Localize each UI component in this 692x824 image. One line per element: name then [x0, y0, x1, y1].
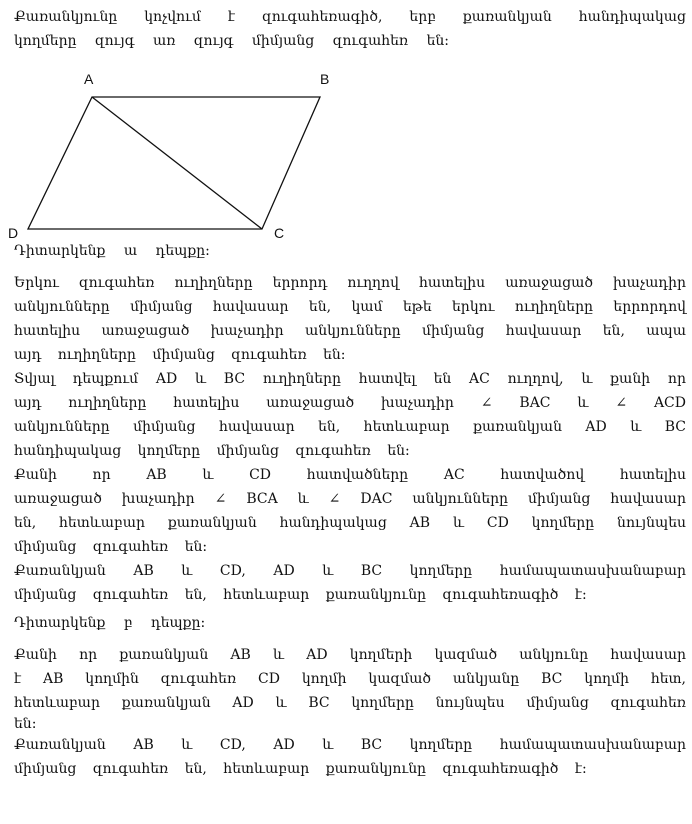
- case-a-p2-line-4: հանդիպակաց կողմերը միմյանց զուգահեռ են:: [14, 443, 410, 459]
- case-b-p1-line-3: հետևաբար քառանկյան AD և BC կողմերը նույնպես միմյանց զուգահեռ: [14, 695, 686, 711]
- case-b-p2-line-2: միմյանց զուգահեռ են, հետևաբար քառանկյունը զուգահեռագիծ է:: [14, 761, 587, 777]
- case-a-p2-line-1: Տվյալ դեպքում AD և BC ուղիղները հատվել են AC ուղղով, և քանի որ: [14, 371, 686, 387]
- definition-line-2: կողմերը զույգ առ զույգ միմյանց զուգահեռ են:: [14, 33, 449, 49]
- vertex-label-c: C: [274, 225, 285, 241]
- case-a-p3-line-3: են, հետևաբար քառանկյան հանդիպակաց AB և CD կողմերը նույնպես: [14, 515, 686, 531]
- case-b-p1-line-4: են:: [14, 716, 37, 732]
- case-a-p3-line-1: Քանի որ AB և CD հատվածները AC հատվածով հատելիս: [14, 467, 686, 483]
- vertex-label-b: B: [320, 71, 330, 87]
- case-a-p1-line-3: հատելիս առաջացած խաչադիր անկյունները միմյանց հավասար են, ապա: [14, 323, 686, 339]
- case-a-p3-line-4: միմյանց զուգահեռ են:: [14, 539, 208, 555]
- case-a-p2-line-3: անկյունները միմյանց հավասար են, հետևաբար քառանկյան AD և BC: [14, 419, 686, 435]
- vertex-label-a: A: [84, 71, 94, 87]
- diagonal-ac: [92, 97, 262, 229]
- case-a-p1-line-1: Երկու զուգահեռ ուղիղները երրորդ ուղղով հատելիս առաջացած խաչադիր: [14, 275, 686, 291]
- case-a-p1-line-4: այդ ուղիղները միմյանց զուգահեռ են:: [14, 347, 346, 363]
- parallelogram-diagram: [14, 53, 686, 239]
- parallelogram-figure: [8, 53, 686, 241]
- case-a-p4-line-1: Քառանկյան AB և CD, AD և BC կողմերը համապատասխանաբար: [14, 563, 686, 579]
- case-a-p4-line-2: միմյանց զուգահեռ են, հետևաբար քառանկյունը զուգահեռագիծ է:: [14, 587, 587, 603]
- case-b-heading: Դիտարկենք բ դեպքը:: [14, 615, 206, 631]
- case-a-p2-line-2: այդ ուղիղները հատելիս առաջացած խաչադիր ∠ BAC և ∠ ACD: [14, 395, 686, 411]
- case-a-p1-line-2: անկյունները միմյանց հավասար են, կամ եթե երկու ուղիղները երրորդով: [14, 299, 686, 315]
- case-b-p1-line-2: է AB կողմին զուգահեռ CD կողմի կազմած անկյանը BC կողմի հետ,: [14, 671, 686, 687]
- parallelogram-shape: [28, 97, 320, 229]
- case-b-p2-line-1: Քառանկյան AB և CD, AD և BC կողմերը համապատասխանաբար: [14, 737, 686, 753]
- document-page: [8, 5, 686, 781]
- case-b-p1-line-1: Քանի որ քառանկյան AB և AD կողմերի կազմած անկյունը հավասար: [14, 647, 686, 663]
- case-a-heading: Դիտարկենք ա դեպքը:: [14, 243, 210, 259]
- case-a-p3-line-2: առաջացած խաչադիր ∠ BCA և ∠ DAC անկյունները միմյանց հավասար: [14, 491, 686, 507]
- definition-line-1: Քառանկյունը կոչվում է զուգահեռագիծ, երբ քառանկյան հանդիպակաց: [14, 9, 686, 25]
- vertex-label-d: D: [8, 225, 19, 241]
